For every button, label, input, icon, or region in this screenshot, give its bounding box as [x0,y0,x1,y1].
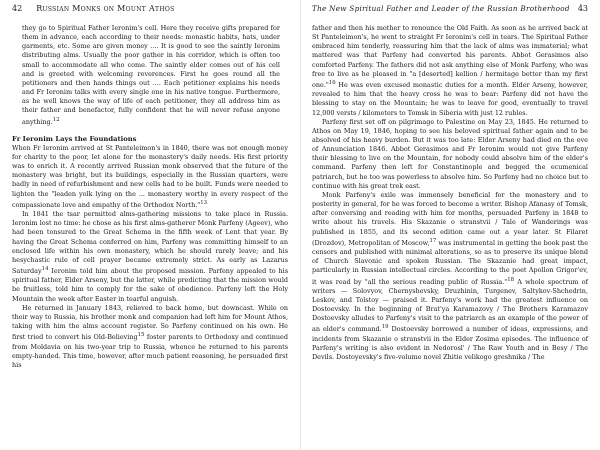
footnote-marker: 16 [328,79,336,86]
footnote-marker: 15 [137,332,145,339]
paragraph: Parfeny first set off on pilgrimage to Palestine on May 23, 1845. He returned to Athos on May 19, 1846, hoping to see his beloved spiritual father again and to be absolved of his heavy burden. But it was too late: Elder Arseny had died on the eve of Annunciation 1846. Abbot Gerasimos and Fr Ieronim would not give Parfeny their blessing to live on the Mountain, for nobody could absolve him of the elder's command. Parfeny then left for Constantinople and begged the ecumenical patriarch, but he too was powerless to absolve him. So Parfeny had no choice but to continue with his great trek east. [312,117,588,190]
footnote-marker: 17 [429,237,437,244]
paragraph: father and then his mother to renounce the Old Faith. As soon as he arrived back at St Panteleimon's, he went to straight Fr Ieronim's cell in tears. The Spiritual Father embraced him tenderly, reassuring him that the lack of alms was immaterial; what mattered was that Parfeny had converted his parents. Abbot Gerasimos also comforted Parfeny. The fathers did not ask anything else of Monk Parfeny, who was free to live as he pleased in "a [deserted] kellion / hermitage better than my first one."$^{16}$ He was even excused monastic duties for a month. Elder Arseny, however, revealed to him that the heavy cross he was to bear: Parfeny did not have the blessing to stay on the Mountain; he was to leave for good, eventually to travel 12,000 versts / kilometers to Tomsk in Siberia with just 12 rubles. [312,24,588,117]
section-heading: Fr Ieronim Lays the Foundations [12,134,137,143]
right-page-header [312,4,588,18]
left-page-number: 42 [12,4,23,13]
footnote-marker: 12 [52,116,60,123]
paragraph: He returned in January 1843, relieved to back home, but downcast. While on their way to Russia, his brother monk and companion had left him for Mount Athos, taking with him the alms account register. So Parfeny continued on his own. He first tried to convert his Old-Believing$^{15}$ foster parents to Orthodoxy and continued from Moldavia on his two-year trip to Russia, whence he returned to his parents empty-handed. This time, however, after much patient reasoning, he persuaded first his [12,303,288,369]
paragraph: In 1841 the tsar permitted alms-gathering missions to take place in Russia. Ieronim lost no time: he chose as his first alms-gatherer Monk Parfeny (Ageev), who had been tonsured to the Great Schema in the fifth week of Lent that year. By having the Great Schema conferred on him, Parfeny was committing himself to an enclosed life within his own monastery, which he should rarely leave; and his hesychastic rule of cell prayer became extremely strict. As early as Lazarus Saturday$^{14}$ Ieronim told him about the proposed mission. Parfeny appealed to his spiritual father, Elder Arseny, but the latter, while predicting that the mission would be fruitless, told him to comply for the sake of obedience. Parfeny left the Holy Mountain the week after Easter in tearful anguish. [12,210,288,303]
left-running-head: Russian Monks on Mount Athos [36,4,175,13]
left-page-header [12,4,288,18]
footnote-marker: 14 [41,266,49,273]
right-page [300,0,600,450]
footnote-marker: 13 [200,199,208,206]
footnote-marker: 19 [381,324,389,331]
block-quote: they go to Spiritual Father Ieronim's cell. Here they receive gifts prepared for them in advance, each according to their needs: monastic habits, hats, under garments, etc. Some are given money .... It is good to see the saintly Ieronim distributing alms. Usually the poor gather in his corridor, which is often too small to accommodate all who come. The saintly elder comes out of his cell and is greeted with welcoming reverences. First he goes round all the petitioners and then hands things out .... Each petitioner explains his needs and Fr Ieronim talks with every single one in his native tongue. Furthermore, as he well knows the way of life of each petitioner, they all address him as their father and benefactor, fully confident that he will never refuse anyone anything.$^{12}$ [22,24,280,126]
right-page-number: 43 [577,4,588,13]
footnote-marker: 18 [507,276,515,283]
right-running-head: The New Spiritual Father and Leader of the Russian Brotherhood [312,4,570,13]
paragraph: Monk Parfeny's exile was immensely beneficial for the monastery and to posterity in general, for he was forced to become a writer. Bishop Afanasy of Tomsk, after conversing and reading with him for months, persuaded Parfeny in 1848 to write about his travels. His Skazanie o stranstvii / Tale of Wanderings was published in 1855, and its second edition came out a year later. St Filaret (Drozdov), Metropolitan of Moscow,$^{17}$ was instrumental in getting the book past the censors and published with minimal alterations, so as to preserve its unique blend of Church Slavonic and spoken Russian. The Skazanie had great impact, particularly in Russian intellectual circles. According to the poet Apollon Grigor'ev, it was read by "all the serious reading public of Russia."$^{18}$ A whole spectrum of writers — Solovyov, Chernyshevsky, Druzhinin, Turgenev, Saltykov-Shchedrin, Leskov, and Tolstoy — praised it. Parfeny's work had the greatest influence on Dostoevsky. In the beginning of Brat'ya Karamazovy / The Brothers Karamazov Dostoevsky alludes to Parfeny's visit to the patriarch as an example of the power of an elder's command.$^{19}$ Dostoevsky borrowed a number of ideas, expressions, and incidents from Skazanie o stranstvii in the Elder Zosima episodes. The influence of Parfeny's writing is also evident in Nedorosl' / The Raw Youth and in Besy / The Devils. Dostoyevsky's five-volume novel Zhitie velikogo greshnika / The [312,190,589,362]
paragraph: When Fr Ieronim arrived at St Panteleimon's in 1840, there was not enough money for charity to the poor, let alone for the monastery's daily needs. His first priority was to enrich it. A recently arrived Russian monk observed that the future of the monastery was bright, but its buildings, especially in the Russian quarters, were badly in need of refurbishment and new cells had to be built. Funds were needed to lighten the "leaden yolk lying on the ... monastery worthy in every respect of the compassionate love and empathy of the Orthodox North."$^{13}$ [12,143,288,209]
